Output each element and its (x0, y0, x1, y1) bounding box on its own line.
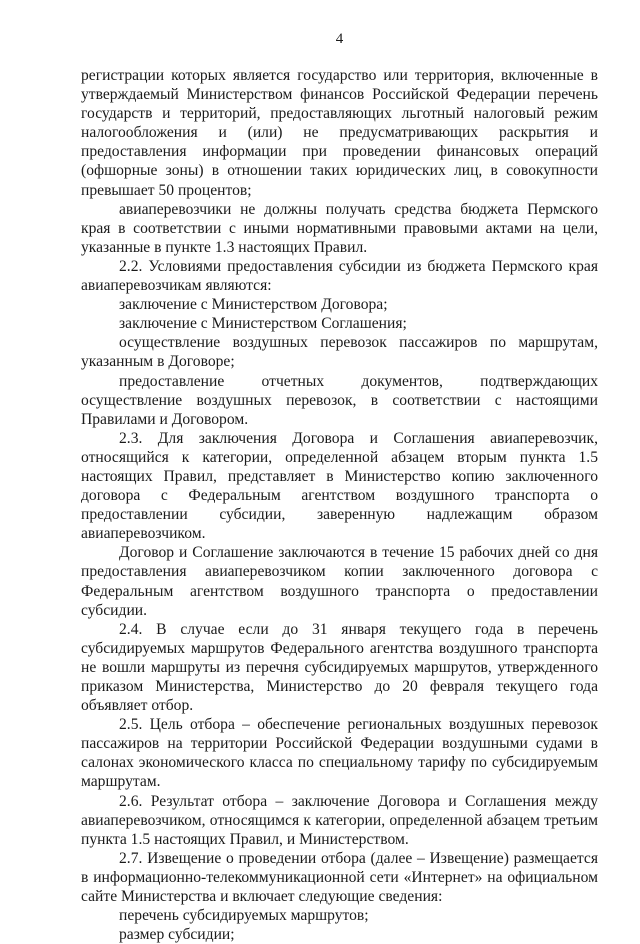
paragraph: 2.4. В случае если до 31 января текущего года в перечень субсидируемых маршрутов Федерального агентства воздушного транспорта не вошли маршруты из перечня субсидируемых маршрутов, утвержденного приказом Министерства, Министерство до 20 февраля текущего года объявляет отбор. (81, 620, 598, 715)
paragraph: заключение с Министерством Соглашения; (119, 315, 407, 333)
paragraph: перечень субсидируемых маршрутов; (119, 907, 369, 925)
paragraph: размер субсидии; (119, 926, 235, 944)
paragraph: предоставление отчетных документов, подтверждающих осуществление воздушных перевозок, в соответствии с настоящими Правилами и Договором. (81, 372, 598, 428)
paragraph: 2.7. Извещение о проведении отбора (далее – Извещение) размещается в информационно-телекоммуникационной сети «Интернет» на официальном сайте Министерства и включает следующие сведения: (81, 849, 598, 906)
paragraph: Договор и Соглашение заключаются в течение 15 рабочих дней со дня предоставления авиаперевозчиком копии заключенного договора с Федеральным агентством воздушного транспорта о предоставлении субсидии. (81, 544, 598, 619)
paragraph: 2.6. Результат отбора – заключение Договора и Соглашения между авиаперевозчиком, относящимся к категории, определенной абзацем третьим пункта 1.5 настоящих Правил, и Министерством. (81, 792, 598, 848)
paragraph: 2.3. Для заключения Договора и Соглашения авиаперевозчик, относящийся к категории, определенной абзацем вторым пункта 1.5 настоящих Правил, представляет в Министерство копию заключенного договора с Федеральным агентством воздушного транспорта о предоставлении субсидии, заверенную надлежащим образом авиаперевозчиком. (81, 429, 598, 543)
paragraph: осуществление воздушных перевозок пассажиров по маршрутам, указанным в Договоре; (81, 334, 598, 371)
paragraph: 2.5. Цель отбора – обеспечение региональных воздушных перевозок пассажиров на территории Российской Федерации воздушными судами в салонах экономического класса по специальному тарифу по субсидируемым маршрутам. (81, 716, 598, 791)
paragraph: 2.2. Условиями предоставления субсидии из бюджета Пермского края авиаперевозчикам являются: (81, 257, 598, 295)
page-number: 4 (335, 31, 344, 47)
paragraph: авиаперевозчики не должны получать средства бюджета Пермского края в соответствии с иными нормативными правовыми актами на цели, указанные в пункте 1.3 настоящих Правил. (81, 200, 598, 256)
document-body (81, 66, 598, 944)
paragraph: регистрации которых является государство или территория, включенные в утверждаемый Министерством финансов Российской Федерации перечень государств и территорий, предоставляющих льготный налоговый режим налогообложения и (или) не предусматривающих раскрытия и предоставления информации при проведении финансовых операций (офшорные зоны) в отношении таких юридических лиц, в совокупности превышает 50 процентов; (81, 67, 598, 199)
paragraph: заключение с Министерством Договора; (119, 296, 388, 314)
